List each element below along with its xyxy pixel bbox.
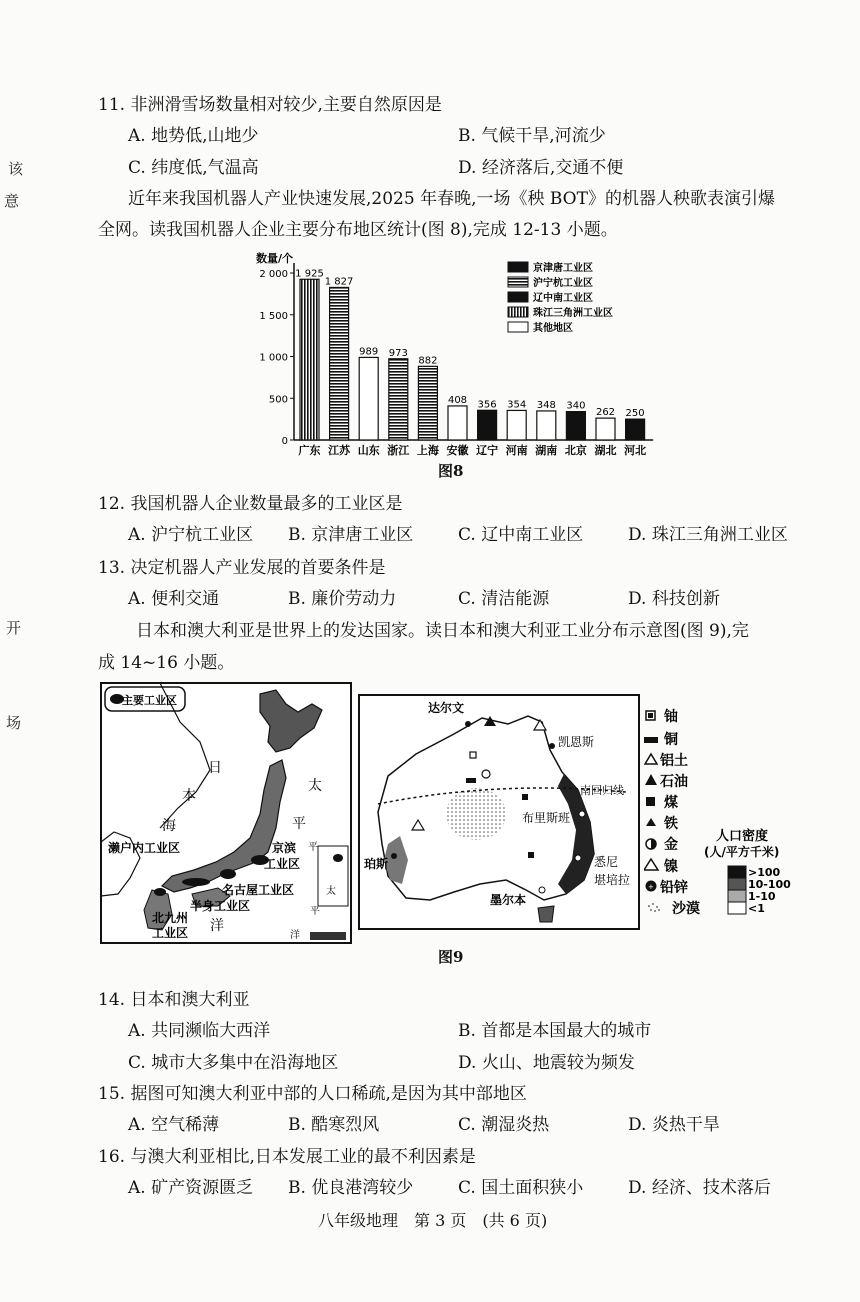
density-level: >100 <box>748 866 781 879</box>
y-tick-label: 1 000 <box>259 352 288 364</box>
x-category-label: 广东 <box>298 444 321 457</box>
question-15-stem: 15. 据图可知澳大利亚中部的人口稀疏,是因为其中部地区 <box>98 1084 527 1104</box>
sea-label: 海 <box>162 818 176 834</box>
legend-swatch <box>508 307 528 317</box>
robot-enterprise-bar-chart <box>250 248 690 476</box>
legend-uranium: 铀 <box>664 709 678 725</box>
bar-江苏 <box>330 287 349 440</box>
q15-option-a[interactable]: A. 空气稀薄 <box>128 1115 220 1135</box>
q16-option-b[interactable]: B. 优良港湾较少 <box>288 1178 414 1198</box>
tropic-label: 南回归线 <box>580 784 624 797</box>
q11-option-c[interactable]: C. 纬度低,气温高 <box>128 158 259 178</box>
x-category-label: 湖南 <box>535 444 558 457</box>
q12-option-c[interactable]: C. 辽中南工业区 <box>458 525 584 545</box>
bar-浙江 <box>389 359 408 440</box>
bar-value-label: 262 <box>595 407 616 419</box>
legend-entry: 其他地区 <box>533 323 573 334</box>
margin-char: 场 <box>6 714 22 732</box>
region-label-nagoya: 名古屋工业区 <box>222 883 295 897</box>
inset-ocean-label: 洋 <box>290 930 300 941</box>
x-category-label: 浙江 <box>387 444 410 457</box>
q12-option-a[interactable]: A. 沪宁杭工业区 <box>128 525 254 545</box>
sea-label: 日 <box>208 760 222 776</box>
y-tick-label: 2 000 <box>259 269 288 280</box>
legend-entry: 京津唐工业区 <box>533 263 593 274</box>
q14-option-c[interactable]: C. 城市大多集中在沿海地区 <box>128 1053 339 1073</box>
margin-char: 开 <box>6 619 22 637</box>
japan-map-legend-label: 主要工业区 <box>122 694 177 707</box>
bar-value-label: 973 <box>388 347 408 359</box>
legend-lead-zinc: 铅锌 <box>660 880 688 896</box>
legend-entry: 辽中南工业区 <box>533 293 593 304</box>
city-label-darwin: 达尔文 <box>428 701 465 715</box>
region-label-hanshin: 半身工业区 <box>190 899 251 913</box>
q11-option-a[interactable]: A. 地势低,山地少 <box>128 126 259 146</box>
bar-value-label: 882 <box>418 355 438 367</box>
q13-option-c[interactable]: C. 清洁能源 <box>458 589 550 609</box>
bar-value-label: 989 <box>359 346 379 358</box>
intro-12-13-line2: 全网。读我国机器人企业主要分布地区统计(图 8),完成 12-13 小题。 <box>98 220 618 240</box>
inset-ocean-label: 平 <box>308 842 318 853</box>
bar-value-label: 1 827 <box>324 276 354 288</box>
x-category-label: 上海 <box>416 444 439 457</box>
x-category-label: 江苏 <box>328 444 351 457</box>
y-axis-label: 数量/个 <box>256 252 294 265</box>
density-title: 人口密度 <box>716 829 769 844</box>
region-label-kitakyushu-2: 工业区 <box>152 926 189 940</box>
question-16-stem: 16. 与澳大利亚相比,日本发展工业的最不利因素是 <box>98 1147 476 1167</box>
region-label-keihin: 京滨 <box>272 841 297 855</box>
x-category-label: 河北 <box>624 444 647 457</box>
ocean-label: 太 <box>308 778 322 794</box>
figure-9-caption: 图9 <box>438 948 464 966</box>
q11-option-b[interactable]: B. 气候干旱,河流少 <box>458 126 606 146</box>
legend-entry: 珠江三角洲工业区 <box>533 308 613 319</box>
bar-河北 <box>626 419 645 440</box>
intro-14-16-line2: 成 14~16 小题。 <box>98 653 235 673</box>
bar-广东 <box>300 279 319 440</box>
bar-湖南 <box>537 411 556 440</box>
q14-option-d[interactable]: D. 火山、地震较为频发 <box>458 1053 635 1073</box>
question-14-stem: 14. 日本和澳大利亚 <box>98 990 250 1010</box>
bar-value-label: 348 <box>536 399 556 411</box>
bar-value-label: 356 <box>477 399 497 411</box>
q15-option-d[interactable]: D. 炎热干旱 <box>628 1115 720 1135</box>
city-label-melbourne: 墨尔本 <box>490 893 527 907</box>
x-category-label: 辽宁 <box>476 444 499 457</box>
y-tick-label: 500 <box>268 394 288 406</box>
x-category-label: 湖北 <box>594 444 617 457</box>
q16-option-d[interactable]: D. 经济、技术落后 <box>628 1178 771 1198</box>
legend-copper: 铜 <box>664 732 678 748</box>
city-label-brisbane: 布里斯班 <box>522 811 571 825</box>
density-level: <1 <box>748 902 765 915</box>
australia-industry-map <box>358 694 640 930</box>
q13-option-b[interactable]: B. 廉价劳动力 <box>288 589 397 609</box>
q16-option-c[interactable]: C. 国土面积狭小 <box>458 1178 584 1198</box>
intro-12-13-line1: 近年来我国机器人产业快速发展,2025 年春晚,一场《秧 BOT》的机器人秧歌表演引爆 <box>128 189 775 209</box>
x-category-label: 河南 <box>505 444 528 457</box>
legend-coal: 煤 <box>664 795 678 811</box>
bar-上海 <box>418 366 437 440</box>
margin-char: 该 <box>8 160 24 178</box>
q14-option-a[interactable]: A. 共同濒临大西洋 <box>128 1021 271 1041</box>
legend-desert: 沙漠 <box>672 901 700 917</box>
q16-option-a[interactable]: A. 矿产资源匮乏 <box>128 1178 254 1198</box>
bar-辽宁 <box>478 410 497 440</box>
density-unit: (人/平方千米) <box>704 845 780 859</box>
bar-value-label: 340 <box>566 400 586 412</box>
ocean-label: 洋 <box>210 918 224 934</box>
y-tick-label: 1 500 <box>259 310 288 322</box>
legend-petroleum: 石油 <box>660 774 688 790</box>
legend-swatch <box>508 322 528 332</box>
bar-山东 <box>359 357 378 440</box>
city-label-canberra: 堪培拉 <box>594 873 631 887</box>
q13-option-d[interactable]: D. 科技创新 <box>628 589 720 609</box>
region-label-keihin-2: 工业区 <box>264 857 301 871</box>
legend-gold: 金 <box>664 837 678 853</box>
bar-湖北 <box>596 418 615 440</box>
region-label-setouchi: 濑户内工业区 <box>108 841 181 855</box>
q15-option-c[interactable]: C. 潮湿炎热 <box>458 1115 550 1135</box>
sea-label: 本 <box>182 788 196 804</box>
q15-option-b[interactable]: B. 酷寒烈风 <box>288 1115 380 1135</box>
legend-nickel: 镍 <box>664 859 678 875</box>
city-label-perth: 珀斯 <box>364 857 389 871</box>
legend-entry: 沪宁杭工业区 <box>533 278 593 289</box>
question-12-stem: 12. 我国机器人企业数量最多的工业区是 <box>98 494 403 514</box>
bar-value-label: 408 <box>447 394 468 406</box>
q12-option-b[interactable]: B. 京津唐工业区 <box>288 525 414 545</box>
legend-swatch <box>508 292 528 302</box>
intro-14-16-line1: 日本和澳大利亚是世界上的发达国家。读日本和澳大利亚工业分布示意图(图 9),完 <box>136 621 749 641</box>
legend-bauxite: 铝土 <box>660 753 688 769</box>
svg-text:+: + <box>648 883 654 891</box>
ocean-label: 平 <box>292 816 306 832</box>
bar-北京 <box>566 412 585 440</box>
q13-option-a[interactable]: A. 便利交通 <box>128 589 220 609</box>
question-13-stem: 13. 决定机器人产业发展的首要条件是 <box>98 558 386 578</box>
figure-8-caption: 图8 <box>438 462 464 480</box>
japan-industry-map <box>100 682 352 944</box>
region-label-kitakyushu: 北九州 <box>152 911 189 925</box>
legend-symbols <box>644 711 658 892</box>
y-tick-label: 0 <box>281 436 288 447</box>
bar-value-label: 1 925 <box>295 268 324 280</box>
bar-value-label: 250 <box>625 408 645 420</box>
density-level: 10-100 <box>748 878 791 891</box>
margin-char: 意 <box>4 192 20 210</box>
x-category-label: 山东 <box>357 444 380 457</box>
legend-swatch <box>508 277 528 287</box>
density-level: 1-10 <box>748 890 776 903</box>
bar-安徽 <box>448 406 467 440</box>
city-label-sydney: 悉尼 <box>594 855 619 869</box>
q11-option-d[interactable]: D. 经济落后,交通不便 <box>458 158 624 178</box>
page-footer: 八年级地理 第 3 页 (共 6 页) <box>318 1211 548 1230</box>
q14-option-b[interactable]: B. 首都是本国最大的城市 <box>458 1021 652 1041</box>
legend-swatch <box>508 262 528 272</box>
x-category-label: 北京 <box>564 444 587 457</box>
city-label-cairns: 凯恩斯 <box>558 735 595 749</box>
inset-ocean-label: 太 <box>326 886 336 897</box>
bar-value-label: 354 <box>507 399 527 411</box>
q12-option-d[interactable]: D. 珠江三角洲工业区 <box>628 525 788 545</box>
question-11-stem: 11. 非洲滑雪场数量相对较少,主要自然原因是 <box>98 95 442 115</box>
legend-iron: 铁 <box>664 816 678 832</box>
australia-map-legend <box>644 706 794 926</box>
inset-ocean-label: 平 <box>310 906 320 917</box>
x-category-label: 安徽 <box>446 444 469 457</box>
bar-河南 <box>507 410 526 440</box>
